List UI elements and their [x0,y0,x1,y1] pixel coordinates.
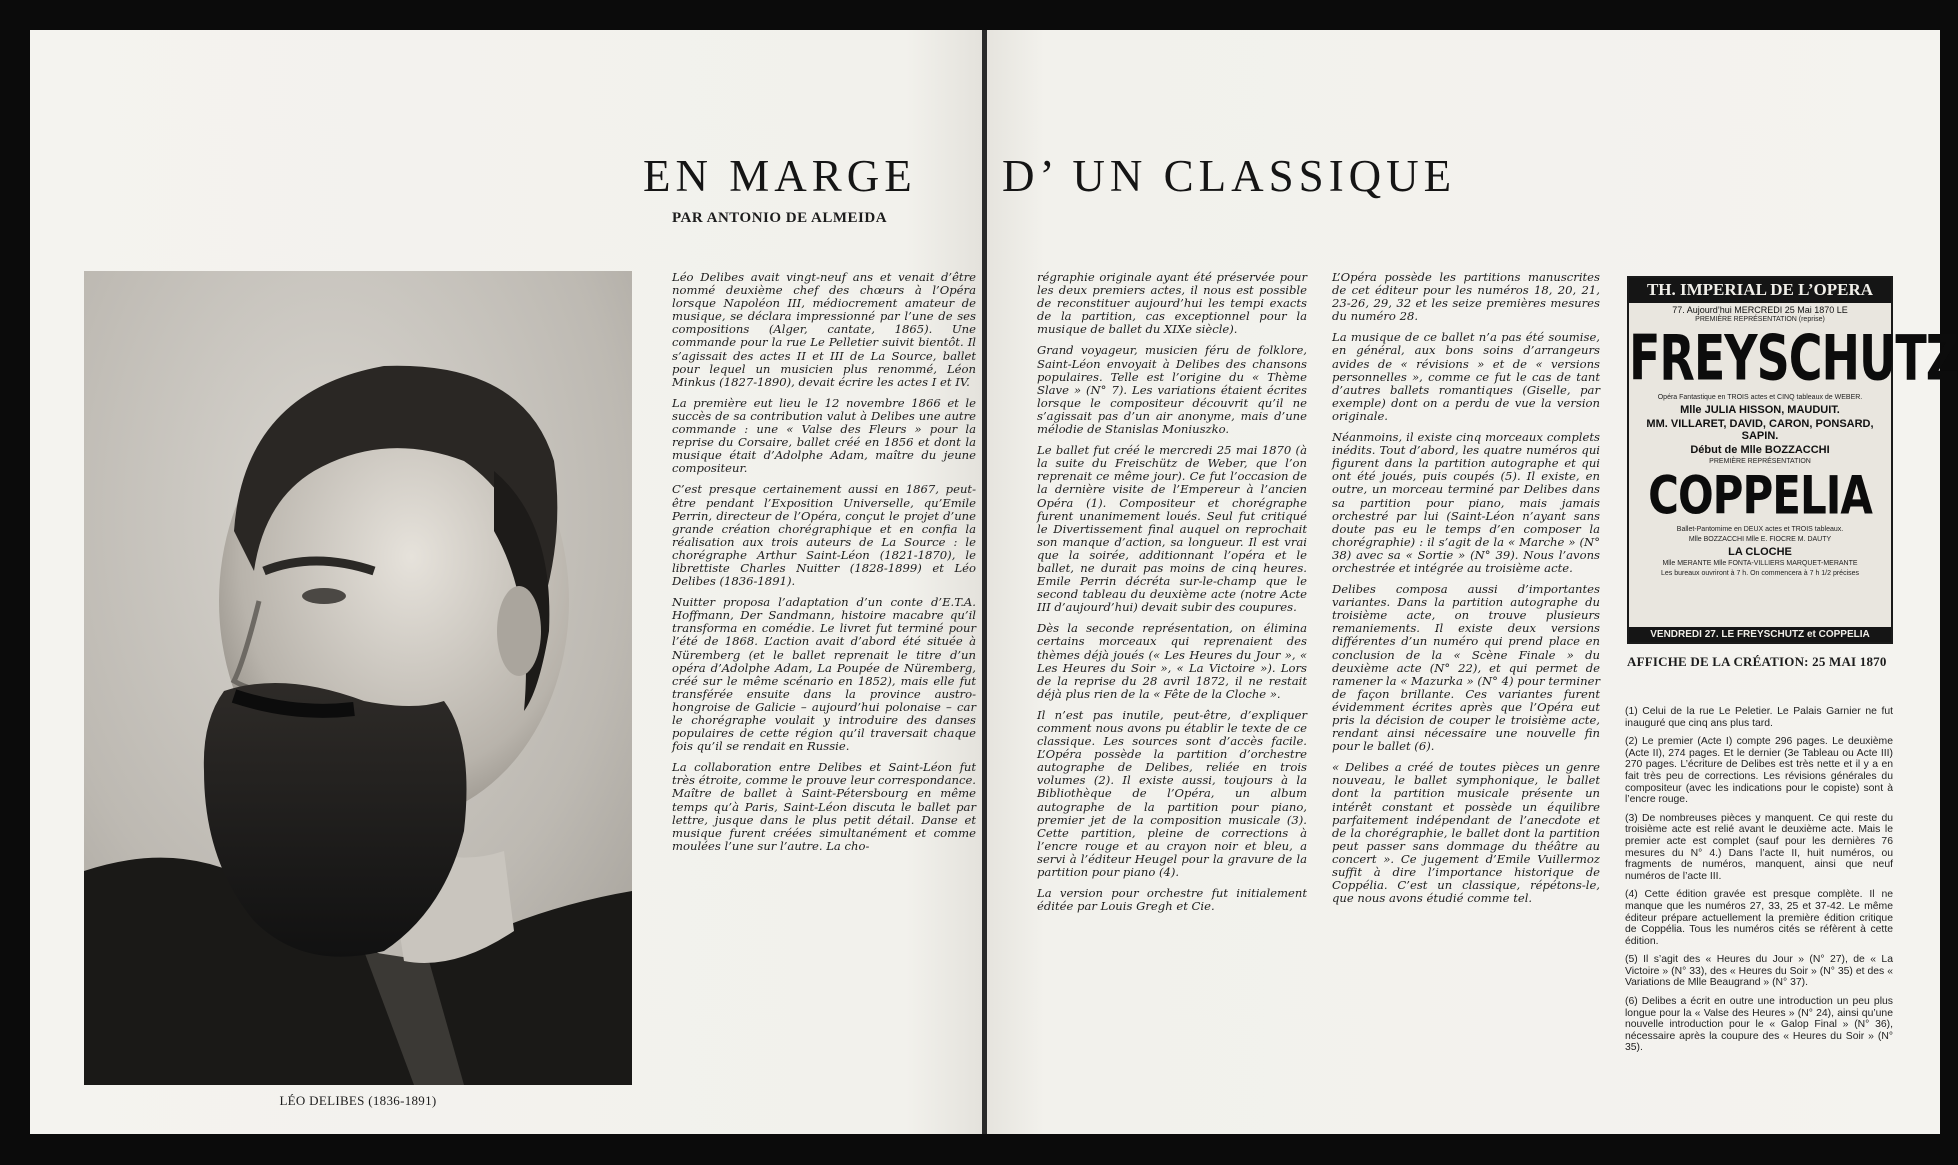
footnote: (5) Il s’agit des « Heures du Jour » (N° 27), de « La Victoire » (N° 33), des « Heures du Soir » (N° 35) et des « Variations de Mlle Beaugrand » (N° 37). [1625,954,1893,989]
footnote: (3) De nombreuses pièces y manquent. Ce qui reste du troisième acte est relié avant le deuxième acte. Mais le premier acte est complet (sauf pour les dernières 76 mesures du N° 4.) Dans l’acte II, huit numéros, ou fragments de numéros, manquent, ainsi que neuf numéros de l’acte III. [1625,812,1893,882]
paragraph: La collaboration entre Delibes et Saint-Léon fut très étroite, comme le prouve leur correspondance. Maître de ballet à Saint-Pétersbourg en même temps qu’à Paris, Saint-Léon discuta le ballet par lettre, jusque dans le plus petit détail. Danse et musique furent créées simultanément et comme moulées l’une sur l’autre. La cho- [672,760,976,853]
paragraph: Néanmoins, il existe cinq morceaux complets inédits. Tout d’abord, les quatre numéros qui figurent dans la partition autographe et qui ont été joués, puis coupés (5). Il existe, en outre, un morceau terminé par Delibes dans sa partition pour piano, mais jamais orchestré par lui (Saint-Léon n’ayant sans doute pas eu le temps d’en composer la chorégraphie) : il s’agit de la « Marche » (N° 38) avec sa « Sortie » (N° 39). Nous l’avons orchestrée et intégrée au troisième acte. [1332,430,1600,575]
poster-footer: VENDREDI 27. LE FREYSCHUTZ et COPPELIA [1629,627,1891,642]
poster-first-line: PREMIÈRE REPRÉSENTATION (reprise) [1695,316,1825,323]
poster-date: 77. Aujourd’hui MERCREDI 25 Mai 1870 LE [1672,305,1848,315]
poster-cast: Mlle BOZZACCHI Mlle E. FIOCRE M. DAUTY [1688,536,1832,543]
paragraph: La version pour orchestre fut initialement éditée par Louis Gregh et Cie. [1037,886,1307,914]
poster-ballet-line: Ballet-Pantomime en DEUX actes et TROIS tableaux. [1676,526,1844,533]
poster-cast: MM. VILLARET, DAVID, CARON, PONSARD, SAPIN. [1646,418,1874,442]
footnote: (4) Cette édition gravée est presque complète. Il ne manque que les numéros 27, 33, 25 et 37-42. Le même éditeur prépare actuellement la première édition critique de Coppélia. Tous les numéros cités se réfèrent à cette édition. [1625,889,1893,947]
paragraph: La musique de ce ballet n’a pas été soumise, en général, aux bons soins d’arrangeurs avides de « révisions » et de « versions personnelles », comme ce fut le cas de tant d’autres ballets romantiques (Giselle, par exemple) dont on a perdu de vue la version originale. [1332,330,1600,423]
portrait-caption: LÉO DELIBES (1836-1891) [279,1093,437,1108]
paragraph: régraphie originale ayant été préservée pour les deux premiers actes, il nous est possible de reconstituer aujourd’hui les tempi exacts de la partition, cas exceptionnel pour la musique de ballet du XIXe siècle). [1037,270,1307,337]
text-column-3 [1332,271,1600,1099]
paragraph: Léo Delibes avait vingt-neuf ans et venait d’être nommé deuxième chef des chœurs à l’Opéra lorsque Napoléon III, médiocrement amateur de musique, se déclara impressionné par l’une de ses compositions (Alger, cantate, 1865). Une commande pour la rue Le Pelletier suivit bientôt. Il s’agissait des actes II et III de La Source, ballet pour lequel un musicien plus renommé, Léon Minkus (1827-1890), devait écrire les actes I et IV. [672,270,976,389]
headline-right: D’ UN CLASSIQUE [1002,151,1457,201]
poster-tableau: LA CLOCHE [1728,546,1792,558]
paragraph: L’Opéra possède les partitions manuscrites de cet éditeur pour les numéros 18, 20, 21, 23-26, 29, 32 et les seize premières mesures du numéro 28. [1332,270,1600,324]
paragraph: Delibes composa aussi d’importantes variantes. Dans la partition autographe du troisième acte, on trouve plusieurs remaniements. Il existe deux versions différentes d’un numéro qui prend place en conclusion de la « Scène Finale » du deuxième acte (N° 22), et qui permet de ramener la « Mazurka » (N° 4) pour terminer de façon brillante. Ces variantes furent évidemment écrites après que l’Opéra eut pris la décision de couper le troisième acte, rendant ainsi nécessaire une nouvelle fin pour le ballet (6). [1332,582,1600,754]
text-column-2 [1037,271,1307,1099]
footnote: (2) Le premier (Acte I) compte 296 pages. Le deuxième (Acte II), 274 pages. Et le dernier (3e Tableau ou Acte III) 270 pages. L’écriture de Delibes est très nette et il y a en fait très peu de corrections. Les révisions générales du compositeur (avec les indications pour le copiste) sont à l’encre rouge. [1625,736,1893,806]
poster-cast: Mlle MERANTE Mlle FONTA-VILLIERS MARQUET-MERANTE [1662,560,1858,567]
poster-header: TH. IMPERIAL DE L’OPERA [1629,278,1891,303]
paragraph: Le ballet fut créé le mercredi 25 mai 1870 (à la suite du Freischütz de Weber, que l’on reprenait ce même jour). Ce fut l’occasion de la dernière visite de l’Empereur à l’ancien Opéra (1). Compositeur et chorégraphe furent unanimement loués. Seul fut critiqué le Divertissement final auquel on reprochait son manque d’action, sa longueur. Il est vrai que la soirée, additionnant l’opéra et le ballet, ne durait pas moins de cinq heures. Emile Perrin décréta sur-le-champ que le second tableau du deuxième acte (notre Acte III d’aujourd’hui) devait subir des coupures. [1037,443,1307,615]
paragraph: Dès la seconde représentation, on élimina certains morceaux qui reprenaient des thèmes déjà joués (« Les Heures du Jour », « Les Heures du Soir », « La Victoire »). Lors de la reprise du 28 avril 1872, il ne restait déjà plus rien de la « Fête de la Cloche ». [1037,621,1307,701]
headline-left: EN MARGE [643,151,917,201]
poster-cast: Mlle JULIA HISSON, MAUDUIT. [1680,404,1840,416]
poster-times: Les bureaux ouvriront à 7 h. On commencera à 7 h 1/2 précises [1660,570,1860,577]
poster-debut: Début de Mlle BOZZACCHI [1690,444,1830,456]
poster-premiere: PREMIÈRE REPRÉSENTATION [1709,458,1811,465]
portrait-photo [84,271,632,1085]
paragraph: Grand voyageur, musicien féru de folklore, Saint-Léon envoyait à Delibes des chansons populaires. Telle est l’origine du « Thème Slave » (N° 7). Les variations étaient écrites lorsque le compositeur découvrit qu’il ne s’agissait pas d’un air anonyme, mais d’une mélodie de Stanislas Moniuszko. [1037,343,1307,437]
byline: PAR ANTONIO DE ALMEIDA [672,210,888,226]
premiere-poster [1627,276,1958,644]
paragraph: Nuitter proposa l’adaptation d’un conte d’E.T.A. Hoffmann, Der Sandmann, histoire macabre qu’il transforma en comédie. Le livret fut terminé pour l’été de 1868. L’action avait d’abord été située à Nüremberg (et le ballet reprenait le titre d’un opéra d’Adolphe Adam, La Poupée de Nüremberg, créé sur le même scénario en 1852), mais elle fut transférée ensuite dans la province austro-hongroise de Galicie – aujourd’hui polonaise – car le chorégraphe voulait y introduire des danses populaires de cette région qu’il traversait chaque fois qu’il se rendait en Russie. [672,595,976,754]
poster-opera-line: Opéra Fantastique en TROIS actes et CINQ tableaux de WEBER. [1657,394,1863,401]
footnote: (1) Celui de la rue Le Peletier. Le Palais Garnier ne fut inauguré que cinq ans plus tard. [1625,706,1893,729]
text-column-1 [672,271,976,1099]
poster-title-freyschutz: FREYSCHUTZ [1629,321,1958,395]
paragraph: La première eut lieu le 12 novembre 1866 et le succès de sa contribution valut à Delibes une autre commande : une « Valse des Fleurs » pour la reprise du Corsaire, ballet créé en 1856 et dont la musique était d’Adolphe Adam, maître du jeune compositeur. [672,395,976,476]
footnotes [1625,706,1893,1061]
paragraph: Il n’est pas inutile, peut-être, d’expliquer comment nous avons pu établir le texte de ce classique. Les sources sont d’accès facile. L’Opéra possède la partition d’orchestre autographe de Delibes, reliée en trois volumes (2). Il existe aussi, toujours à la Bibliothèque de l’Opéra, un album autographe de la partition pour piano, premier jet de la composition musicale (3). Cette partition, pleine de corrections à l’encre rouge et au crayon noir et bleu, a servi à l’éditeur Heugel pour la gravure de la partition pour piano (4). [1037,707,1307,880]
paragraph: C’est presque certainement aussi en 1867, peut-être pendant l’Exposition Universelle, qu’Emile Perrin, directeur de l’Opéra, conçut le projet d’une grande création chorégraphique et en confia la réalisation aux trois auteurs de La Source : le chorégraphe Arthur Saint-Léon (1821-1870), le librettiste Charles Nuitter (1828-1899) et Léo Delibes (1836-1891). [672,482,976,589]
poster-title-coppelia: COPPELIA [1648,464,1872,526]
paragraph: « Delibes a créé de toutes pièces un genre nouveau, le ballet symphonique, le ballet dont la partition musicale présente un intérêt constant et possède un équilibre parfaitement indépendant de l’anecdote et de la chorégraphie, le ballet dont la partition peut passer sans dommage du théâtre au concert ». Ce jugement d’Emile Vuillermoz suffit à dire l’importance historique de Coppélia. C’est un classique, répétons-le, que nous avons étudié comme tel. [1332,760,1600,906]
footnote: (6) Delibes a écrit en outre une introduction un peu plus longue pour la « Valse des Heures » (N° 24), ainsi qu’une nouvelle introduction pour le « Galop Final » (N° 36), nécessaire après la coupure des « Heures du Soir » (N° 35). [1625,996,1893,1054]
poster-caption: AFFICHE DE LA CRÉATION: 25 MAI 1870 [1627,654,1887,669]
